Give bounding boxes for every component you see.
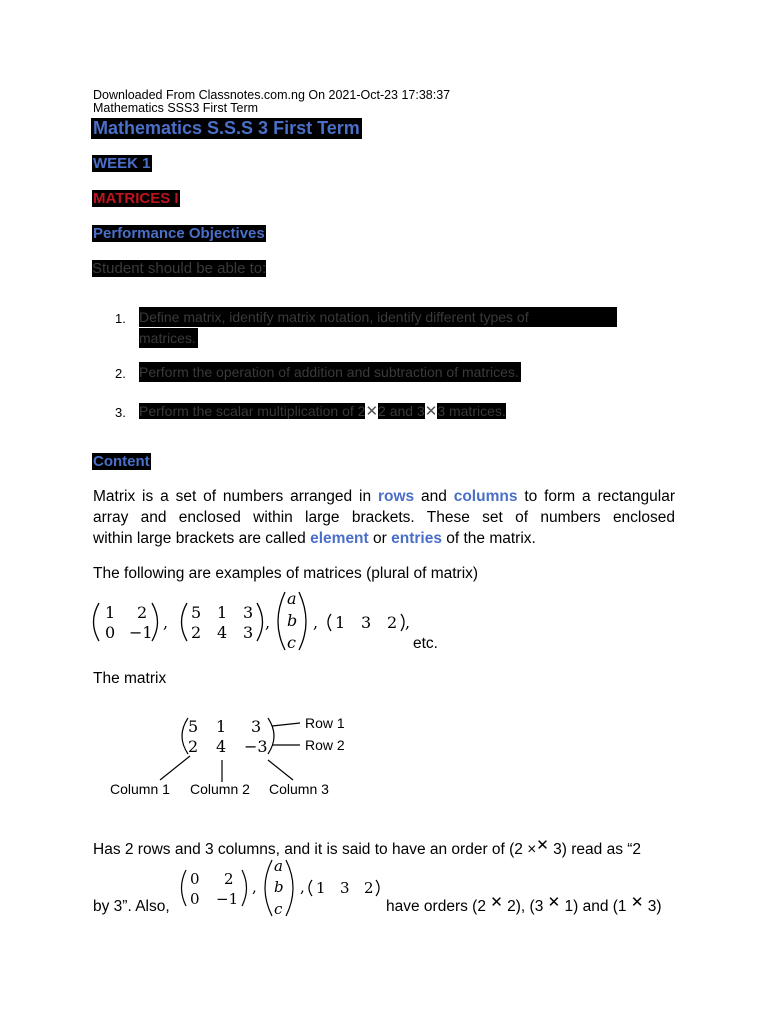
matrix-entry: −1 — [129, 623, 153, 642]
list-item-part: 3 matrices. — [437, 403, 506, 419]
week-heading: WEEK 1 — [93, 155, 151, 172]
matrix-entry: 0 — [105, 623, 116, 642]
matrix-entry: a — [274, 858, 283, 875]
matrix-entry: 5 — [191, 603, 202, 622]
matrix-entry: 1 — [316, 879, 326, 897]
bracket-right — [376, 880, 379, 896]
text: 3) — [643, 898, 662, 915]
matrix-entry: b — [274, 878, 284, 896]
comma: , — [313, 613, 319, 632]
comma: , — [405, 613, 411, 632]
text: of the matrix. — [441, 530, 536, 547]
text: Has 2 rows and 3 columns, and it is said to have an order of (2 × — [93, 841, 537, 858]
objectives-intro: Student should be able to: — [92, 260, 267, 277]
matrix-entry: 4 — [216, 737, 227, 756]
matrix-entry: −3 — [244, 737, 268, 756]
matrix-entry: 3 — [340, 879, 350, 897]
keyword-columns: columns — [453, 488, 518, 505]
bracket-left — [182, 603, 188, 641]
times-icon: ✕ — [490, 893, 503, 911]
list-item-cont: matrices. — [139, 330, 196, 346]
by3-text: by 3”. Also, — [93, 898, 170, 915]
bracket-right — [268, 718, 274, 754]
labeled-matrix-diagram — [100, 708, 380, 804]
bracket-left — [328, 614, 331, 631]
list-item-part: Perform the scalar multiplication of 2 — [139, 403, 366, 419]
matrix-entry: b — [287, 611, 298, 630]
matrix-entry: 3 — [243, 623, 254, 642]
bracket-left — [278, 592, 285, 650]
bracket-right — [286, 860, 293, 916]
keyword-element: element — [310, 530, 369, 547]
examples-intro: The following are examples of matrices (plural of matrix) — [93, 565, 479, 582]
times-icon: ✕ — [547, 893, 561, 911]
matrix-entry: 2 — [364, 879, 374, 897]
text: 3) read as “2 — [548, 841, 642, 858]
order-examples — [176, 858, 391, 918]
text: 1) and (1 — [560, 898, 631, 915]
matrix-examples — [85, 590, 465, 652]
list-number: 3. — [115, 405, 126, 420]
keyword-entries: entries — [391, 530, 442, 547]
paragraph-line: array and enclosed within large brackets. These set of numbers enclosed — [93, 509, 675, 526]
text: or — [368, 530, 392, 547]
subject-line: Mathematics SSS3 First Term — [93, 101, 259, 115]
row1-label: Row 1 — [305, 715, 345, 731]
comma: , — [265, 613, 271, 632]
list-item: Define matrix, identify matrix notation, identify different types of — [139, 307, 617, 327]
bracket-right — [401, 614, 404, 631]
col3-label: Column 3 — [269, 781, 329, 797]
content-heading: Content — [93, 453, 150, 470]
matrix-entry: 3 — [251, 717, 262, 736]
matrix-entry: −1 — [216, 890, 239, 908]
row2-label: Row 2 — [305, 737, 345, 753]
bracket-left — [309, 880, 312, 896]
matrix-entry: 2 — [387, 613, 398, 632]
list-item — [139, 401, 506, 422]
col1-pointer — [160, 756, 190, 780]
row1-pointer — [272, 723, 300, 726]
matrix-entry: 3 — [361, 613, 372, 632]
matrix-entry: 2 — [224, 870, 234, 888]
matrix-entry: 1 — [217, 603, 228, 622]
times-icon: ✕ — [424, 402, 438, 420]
matrix-entry: 0 — [190, 870, 200, 888]
text: to form a rectangular — [517, 488, 675, 505]
matrix-entry: 2 — [188, 737, 199, 756]
matrix-entry: 4 — [217, 623, 228, 642]
comma: , — [300, 878, 305, 896]
comma: , — [163, 613, 169, 632]
orders-line — [386, 893, 662, 917]
text: have orders (2 — [386, 898, 491, 915]
bracket-right — [242, 870, 247, 906]
list-item: Perform the operation of addition and subtraction of matrices. — [139, 364, 519, 380]
bracket-right — [152, 603, 158, 641]
matrix-entry: a — [287, 590, 297, 608]
matrix-entry: 5 — [188, 717, 199, 736]
matrix-entry: 3 — [243, 603, 254, 622]
the-matrix-label: The matrix — [93, 670, 167, 687]
download-line: Downloaded From Classnotes.com.ng On 2021-Oct-23 17:38:37 — [93, 88, 451, 102]
bracket-right — [257, 603, 263, 641]
topic-heading: MATRICES I — [93, 190, 179, 207]
paragraph-line — [93, 486, 675, 507]
times-icon: ✕ — [365, 402, 379, 420]
objectives-heading: Performance Objectives — [93, 225, 265, 242]
etc-text: etc. — [413, 635, 438, 652]
keyword-rows: rows — [377, 488, 415, 505]
col2-label: Column 2 — [190, 781, 250, 797]
bracket-left — [265, 860, 272, 916]
paragraph-line — [93, 528, 536, 549]
times-icon: ✕ — [630, 893, 644, 911]
bracket-right — [299, 592, 306, 650]
order-line — [93, 836, 642, 860]
bracket-left — [94, 603, 100, 641]
matrix-entry: 1 — [216, 717, 227, 736]
text: within large brackets are called — [93, 530, 311, 547]
list-number: 1. — [115, 311, 126, 326]
matrix-entry: c — [274, 900, 283, 918]
comma: , — [252, 878, 257, 896]
matrix-entry: 2 — [191, 623, 202, 642]
col1-label: Column 1 — [110, 781, 170, 797]
col3-pointer — [268, 760, 293, 780]
matrix-entry: 1 — [105, 603, 116, 622]
matrix-entry: 0 — [190, 890, 200, 908]
text: Matrix is a set of numbers arranged in — [93, 488, 378, 505]
bracket-left — [182, 870, 187, 906]
matrix-entry: 1 — [335, 613, 346, 632]
list-number: 2. — [115, 366, 126, 381]
list-item-part: 2 and 3 — [378, 403, 425, 419]
document-title: Mathematics S.S.S 3 First Term — [93, 118, 360, 138]
times-icon: ✕ — [536, 836, 549, 854]
matrix-entry: 2 — [137, 603, 148, 622]
text: and — [414, 488, 454, 505]
text: 2), (3 — [502, 898, 548, 915]
matrix-entry: c — [287, 633, 296, 652]
